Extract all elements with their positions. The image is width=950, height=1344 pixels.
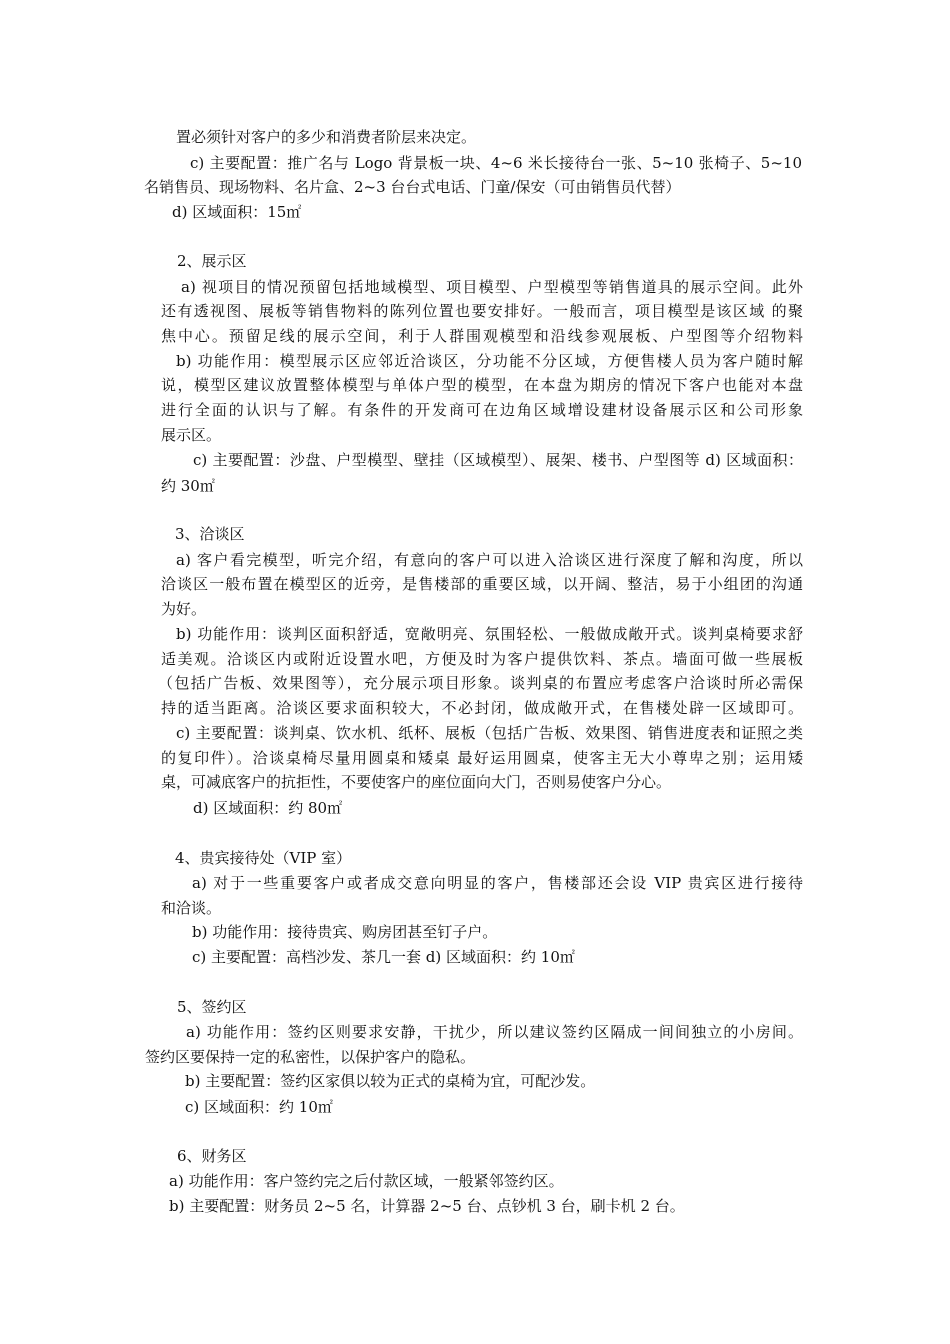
section-6-a-line: a) 功能作用：客户签约完之后付款区域，一般紧邻签约区。 [169,1172,564,1190]
section-5-a-line-2: 签约区要保持一定的私密性，以保护客户的隐私。 [145,1048,476,1066]
section-4-a-line-1: a) 对于一些重要客户或者成交意向明显的客户，售楼部还会设 VIP 贵宾区进行接待 [192,874,803,892]
section-3-b-line-1: b) 功能作用：谈判区面积舒适，宽敞明亮、氛围轻松、一般做成敞开式。谈判桌椅要求舒 [176,625,803,643]
intro-area: d) 区域面积：15㎡ [172,203,302,221]
section-3-c-line-1: c) 主要配置：谈判桌、饮水机、纸杯、展板（包括广告板、效果图、销售进度表和证照之类 [176,724,803,742]
section-5-heading: 5、签约区 [177,998,247,1016]
section-2-b-line-1: b) 功能作用：模型展示区应邻近洽谈区，分功能不分区域，方便售楼人员为客户随时解 [176,352,803,370]
section-4-heading: 4、贵宾接待处（VIP 室） [175,849,352,867]
section-3-b-line-2: 适美观。洽谈区内或附近设置水吧，方便及时为客户提供饮料、茶点。墙面可做一些展板 [161,650,803,668]
section-3-c-line-2: 的复印件）。洽谈桌椅尽量用圆桌和矮桌 最好运用圆桌，使客主无大小尊卑之别；运用矮 [161,749,803,767]
intro-config-line-1: c) 主要配置：推广名与 Logo 背景板一块、4~6 米长接待台一张、5~10 张椅子、5~10 [190,154,802,172]
section-3-heading: 3、洽谈区 [175,525,245,543]
section-3-a-line-1: a) 客户看完模型，听完介绍，有意向的客户可以进入洽谈区进行深度了解和沟度，所以 [176,551,803,569]
section-2-a-line-3: 焦中心。预留足线的展示空间，利于人群围观模型和沿线参观展板、户型图等介绍物料 [161,327,803,345]
section-3-a-line-2: 洽谈区一般布置在模型区的近旁，是售楼部的重要区域，以开阔、整洁，易于小组团的沟通 [161,575,803,593]
section-2-c-line-2: 约 30㎡ [161,477,215,495]
section-3-b-line-3: （包括广告板、效果图等），充分展示项目形象。谈判桌的布置应考虑客户洽谈时所必需保 [158,674,803,692]
section-2-c-line-1: c) 主要配置：沙盘、户型模型、壁挂（区域模型）、展架、楼书、户型图等 d) 区域面积： [193,451,803,469]
section-5-c-line: c) 区域面积：约 10㎡ [185,1098,333,1116]
section-3-b-line-4: 持的适当距离。洽谈区要求面积较大，不必封闭，做成敞开式，在售楼处辟一区域即可。 [161,699,803,717]
section-3-c-line-3: 桌，可减底客户的抗拒性，不要使客户的座位面向大门，否则易使客户分心。 [161,773,672,791]
section-4-b-line: b) 功能作用：接待贵宾、购房团甚至钉子户。 [192,923,498,941]
section-3-a-line-3: 为好。 [161,600,207,618]
section-2-a-line-2: 还有透视图、展板等销售物料的陈列位置也要安排好。一般而言，项目模型是该区域 的聚 [161,302,803,320]
section-5-a-line-1: a) 功能作用：签约区则要求安静，干扰少，所以建议签约区隔成一间间独立的小房间。 [186,1023,803,1041]
section-6-b-line: b) 主要配置：财务员 2~5 名，计算器 2~5 台、点钞机 3 台，刷卡机 2 台。 [169,1197,685,1215]
section-6-heading: 6、财务区 [177,1147,247,1165]
section-2-a-line-1: a) 视项目的情况预留包括地域模型、项目模型、户型模型等销售道具的展示空间。此外 [181,278,803,296]
section-2-b-line-3: 进行全面的认识与了解。有条件的开发商可在边角区域增设建材设备展示区和公司形象 [161,401,803,419]
section-4-c-line: c) 主要配置：高档沙发、茶几一套 d) 区域面积：约 10㎡ [192,948,575,966]
intro-line-1: 置必须针对客户的多少和消费者阶层来决定。 [176,128,477,146]
section-2-heading: 2、展示区 [177,252,247,270]
section-2-b-line-2: 说，模型区建议放置整体模型与单体户型的模型，在本盘为期房的情况下客户也能对本盘 [161,376,803,394]
intro-config-line-2: 名销售员、现场物料、名片盒、2~3 台台式电话、门童/保安（可由销售员代替） [144,178,681,196]
section-3-d-line: d) 区域面积：约 80㎡ [193,799,343,817]
section-5-b-line: b) 主要配置：签约区家俱以较为正式的桌椅为宜，可配沙发。 [185,1072,596,1090]
section-2-b-line-4: 展示区。 [161,426,222,444]
section-4-a-line-2: 和洽谈。 [161,899,222,917]
